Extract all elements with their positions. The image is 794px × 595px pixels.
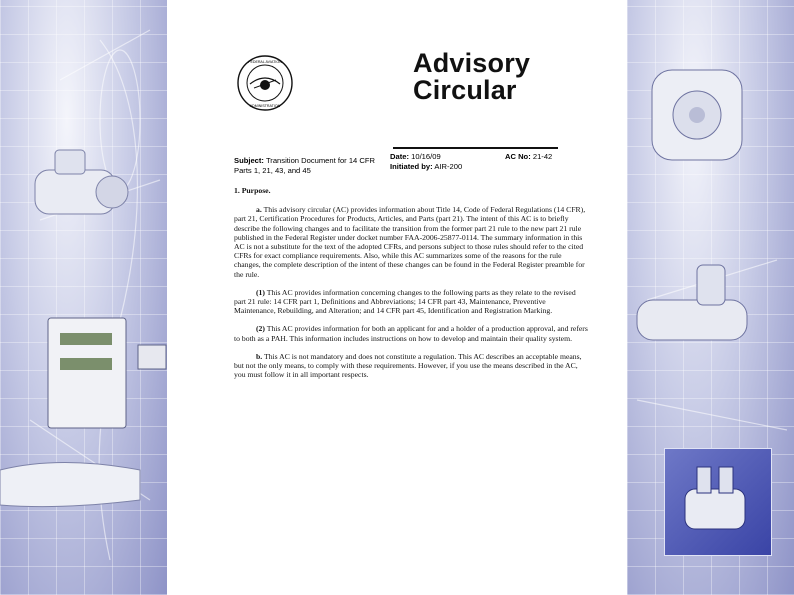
paragraph-2 [234, 324, 589, 342]
paragraph-a-text: This advisory circular (AC) provides information about Title 14, Code of Federal Regulations (14 CFR), part 21, Certification Procedures for Products, Articles, and Parts (part 21). The intent of this AC is to briefly describe the following changes and to facilitate the transition from the former part 21 rule to the new part 21 rule published in the Federal Register under docket number FAA-2006-25877-0114. The summary information in this AC is not a substitute for the text of the adopted CFRs, and persons subject to those rules should refer to the cited CFRs for exact compliance requirements. Also, while this AC summarizes some of the reasons for the rule changes, the complete description of the intent of these changes can be found in the Federal Register preamble for the rule. [234, 205, 586, 279]
pump-thumbnail [664, 448, 772, 556]
paragraph-2-label: (2) [256, 324, 265, 334]
paragraph-1-text: This AC provides information concerning changes to the following parts as they relate to the revised part 21 rule: 14 CFR part 1, Definitions and Abbreviations; 14 CFR part 43, Maintenance, Preventive Maintenance, Rebuilding, and Alteration; and 14 CFR part 45, Identification and Registration Marking. [234, 287, 576, 316]
advisory-circular-page [167, 0, 627, 595]
faa-seal-icon [236, 54, 294, 112]
initiated-label: Initiated by: [390, 162, 433, 171]
left-decorative-panel [0, 0, 167, 595]
date-block [390, 152, 490, 172]
paragraph-1-label: (1) [256, 287, 265, 297]
paragraph-b [234, 352, 589, 380]
control-box-illustration [48, 318, 166, 428]
engine-component-illustration [0, 0, 167, 595]
gearbox-illustration [652, 70, 742, 160]
ac-number-value: 21-42 [532, 152, 553, 161]
date-label: Date: [390, 152, 409, 161]
ac-number-block [505, 152, 585, 162]
header-rule [393, 147, 558, 149]
document-title [413, 50, 530, 104]
valve-illustration [637, 265, 747, 340]
paragraph-a [234, 205, 589, 279]
ac-number-label: AC No: [505, 152, 531, 161]
subject-text: Transition Document for 14 CFR Parts 1, 21, 43, and 45 [234, 156, 375, 175]
title-line-1: Advisory [413, 48, 531, 78]
paragraph-b-label: b. [256, 351, 263, 361]
document-body [234, 186, 589, 388]
paragraph-a-label: a. [256, 205, 262, 215]
pump-thumbnail-art [665, 449, 771, 555]
initiated-value: AIR-200 [434, 162, 463, 171]
subject-block [234, 156, 384, 176]
title-line-2: Circular [413, 75, 517, 105]
paragraph-b-text: This AC is not mandatory and does not constitute a regulation. This AC describes an acceptable means, but not the only means, to comply with these requirements. However, if you use the means described in the AC, you must follow it in all important respects. [234, 351, 582, 380]
date-value: 10/16/09 [411, 152, 441, 161]
right-decorative-panel [627, 0, 794, 595]
paragraph-1 [234, 288, 589, 316]
subject-label: Subject: [234, 156, 264, 165]
svg-text:FEDERAL AVIATION: FEDERAL AVIATION [248, 60, 282, 64]
paragraph-2-text: This AC provides information for both an applicant for and a holder of a production approval, and refers to both as a PAH. This information includes instructions on how to develop and maintain their quality system. [234, 324, 588, 343]
svg-text:ADMINISTRATION: ADMINISTRATION [249, 104, 281, 108]
section-heading: 1. Purpose. [234, 186, 271, 195]
pump-illustration [35, 150, 128, 214]
aircraft-illustration [0, 463, 140, 507]
